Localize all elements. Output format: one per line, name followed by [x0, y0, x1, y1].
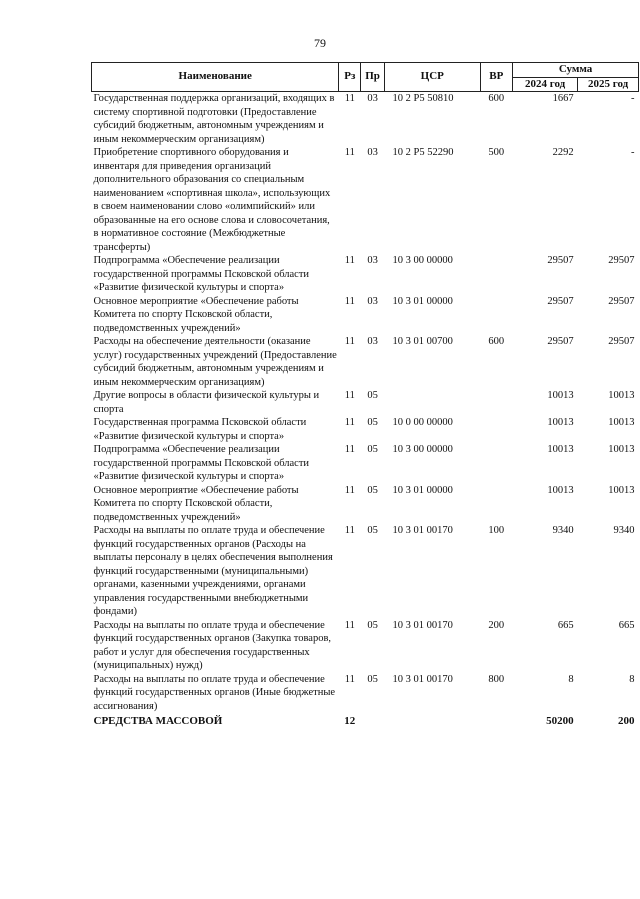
row-csr-cell: 10 2 Р5 52290	[392, 147, 454, 158]
row-rz-cell: 12	[344, 715, 356, 727]
row-rz-cell: 11	[344, 390, 355, 401]
row-2025-cell: 200	[618, 715, 635, 727]
row-name-cell: Государственная поддержка организаций, входящих в систему спортивной подготовки (Предоставление субсидий бюджетным, автономным учреждениям и иным некоммерческим организациям)	[93, 93, 335, 145]
row-csr-cell: 10 3 00 00000	[392, 444, 453, 455]
budget-table	[91, 62, 639, 729]
row-rz-cell: 11	[344, 147, 355, 158]
row-csr-cell: 10 2 Р5 50810	[392, 93, 454, 104]
table-row	[92, 713, 639, 729]
table-row	[92, 673, 639, 714]
table-row	[92, 295, 639, 336]
row-vr-cell: 500	[488, 147, 505, 158]
row-2024-cell: 1667	[552, 93, 574, 104]
table-header	[92, 63, 639, 92]
row-2024-cell: 10013	[547, 390, 574, 401]
row-rz-cell: 11	[344, 484, 355, 496]
row-2025-cell: 10013	[608, 484, 635, 496]
row-pr-cell: 05	[367, 525, 378, 536]
row-name-cell: Другие вопросы в области физической культуры и спорта	[93, 390, 320, 415]
header-vr: ВР	[480, 63, 513, 92]
header-year-2024: 2024 год	[513, 77, 578, 92]
row-name-cell: Подпрограмма «Обеспечение реализации государственной программы Псковской области «Развитие физической культуры и спорта»	[93, 255, 310, 293]
row-vr-cell	[480, 254, 513, 295]
row-pr-cell: 03	[367, 255, 378, 266]
row-pr-cell	[361, 713, 385, 729]
row-vr-cell	[480, 484, 513, 525]
row-2025-cell: 9340	[613, 525, 635, 536]
row-2025-cell: 29507	[608, 336, 635, 347]
row-csr-cell: 10 3 01 00170	[392, 673, 453, 685]
table-row	[92, 254, 639, 295]
row-2024-cell: 10013	[547, 444, 574, 455]
row-2025-cell: 10013	[608, 417, 635, 428]
row-pr-cell: 03	[367, 336, 378, 347]
header-csr: ЦСР	[385, 63, 481, 92]
row-pr-cell: 03	[367, 93, 378, 104]
row-2025-cell: 10013	[608, 390, 635, 401]
row-2024-cell: 665	[557, 619, 574, 631]
row-vr-cell	[480, 416, 513, 443]
row-vr-cell	[480, 295, 513, 336]
table-row	[92, 335, 639, 389]
table-row	[92, 92, 639, 147]
row-csr-cell: 10 3 01 00000	[392, 484, 453, 496]
row-csr-cell: 10 0 00 00000	[392, 417, 453, 428]
table-row	[92, 389, 639, 416]
row-vr-cell: 600	[488, 93, 505, 104]
row-rz-cell: 11	[344, 255, 355, 266]
row-2025-cell: 10013	[608, 444, 635, 455]
row-2024-cell: 50200	[546, 715, 574, 727]
table-body	[92, 92, 639, 729]
row-2025-cell: -	[631, 147, 635, 158]
budget-table-container	[91, 62, 639, 729]
row-2025-cell: -	[631, 93, 635, 104]
row-pr-cell: 05	[367, 619, 378, 631]
row-pr-cell: 05	[367, 417, 378, 428]
row-rz-cell: 11	[344, 673, 355, 685]
row-pr-cell: 05	[367, 673, 378, 685]
row-name-cell: Основное мероприятие «Обеспечение работы Комитета по спорту Псковской области, подведомственных учреждений»	[93, 295, 299, 334]
row-name-cell: Расходы на выплаты по оплате труда и обеспечение функций государственных органов (Расходы на выплаты персоналу в целях обеспечения выполнения функций государственными (муниципальными) органами, казенными учреждениями, органами управления государственными внебюджетными фондами)	[93, 525, 333, 617]
row-2025-cell: 665	[618, 619, 635, 631]
row-2025-cell: 8	[629, 673, 635, 685]
row-name-cell: Расходы на выплаты по оплате труда и обеспечение функций государственных органов (Иные бюджетные ассигнования)	[93, 673, 336, 712]
row-name-cell: Государственная программа Псковской области «Развитие физической культуры и спорта»	[93, 417, 307, 442]
row-csr-cell: 10 3 01 00170	[392, 619, 453, 631]
row-csr-cell	[385, 389, 481, 416]
row-csr-cell: 10 3 01 00000	[392, 295, 453, 307]
row-name-cell: Расходы на обеспечение деятельности (оказание услуг) государственных учреждений (Предоставление субсидий бюджетным, автономным учреждениям и иным некоммерческим организациям)	[93, 336, 337, 388]
row-pr-cell: 05	[367, 444, 378, 455]
row-csr-cell: 10 3 01 00700	[392, 336, 453, 347]
row-pr-cell: 03	[367, 295, 378, 307]
row-rz-cell: 11	[344, 295, 355, 307]
row-rz-cell: 11	[344, 444, 355, 455]
table-row	[92, 524, 639, 619]
header-name: Наименование	[92, 63, 339, 92]
row-2024-cell: 2292	[552, 147, 574, 158]
row-rz-cell: 11	[344, 336, 355, 347]
header-sum: Сумма	[513, 63, 639, 78]
row-csr-cell: 10 3 01 00170	[392, 525, 453, 536]
page-number: 79	[314, 36, 326, 50]
row-2024-cell: 29507	[547, 255, 574, 266]
row-name-cell: Расходы на выплаты по оплате труда и обеспечение функций государственных органов (Закупка товаров, работ и услуг для обеспечения государственных (муниципальных) нужд)	[93, 619, 332, 671]
header-rz: Рз	[339, 63, 361, 92]
header-pr: Пр	[361, 63, 385, 92]
row-2025-cell: 29507	[608, 255, 635, 266]
table-row	[92, 619, 639, 673]
row-2024-cell: 9340	[552, 525, 574, 536]
row-2024-cell: 10013	[547, 484, 574, 496]
row-csr-cell	[385, 713, 481, 729]
row-vr-cell	[480, 389, 513, 416]
row-vr-cell: 600	[488, 336, 505, 347]
row-name-cell: Подпрограмма «Обеспечение реализации государственной программы Псковской области «Развитие физической культуры и спорта»	[93, 444, 310, 482]
row-vr-cell: 800	[488, 673, 505, 685]
table-row	[92, 443, 639, 484]
row-rz-cell: 11	[344, 417, 355, 428]
row-vr-cell	[480, 713, 513, 729]
row-2024-cell: 29507	[547, 295, 574, 307]
row-rz-cell: 11	[344, 525, 355, 536]
table-row	[92, 146, 639, 254]
row-name-cell: СРЕДСТВА МАССОВОЙ	[93, 715, 223, 727]
row-csr-cell: 10 3 00 00000	[392, 255, 453, 266]
table-row	[92, 484, 639, 525]
row-vr-cell	[480, 443, 513, 484]
row-2025-cell: 29507	[608, 295, 635, 307]
row-vr-cell: 200	[488, 619, 505, 631]
row-name-cell: Приобретение спортивного оборудования и инвентаря для приведения организаций дополнительного образования со специальным наименованием «спортивная школа», использующих в своем наименовании слово «олимпийский» или образованные на его основе слова и словосочетания, в нормативное состояние (Межбюджетные трансферты)	[93, 147, 331, 253]
row-name-cell: Основное мероприятие «Обеспечение работы Комитета по спорту Псковской области, подведомственных учреждений»	[93, 484, 299, 523]
row-2024-cell: 8	[568, 673, 574, 685]
row-pr-cell: 03	[367, 147, 378, 158]
table-row	[92, 416, 639, 443]
header-year-2025: 2025 год	[578, 77, 639, 92]
row-rz-cell: 11	[344, 619, 355, 631]
row-pr-cell: 05	[367, 390, 378, 401]
row-pr-cell: 05	[367, 484, 378, 496]
row-2024-cell: 10013	[547, 417, 574, 428]
row-rz-cell: 11	[344, 93, 355, 104]
row-2024-cell: 29507	[547, 336, 574, 347]
row-vr-cell: 100	[488, 525, 505, 536]
